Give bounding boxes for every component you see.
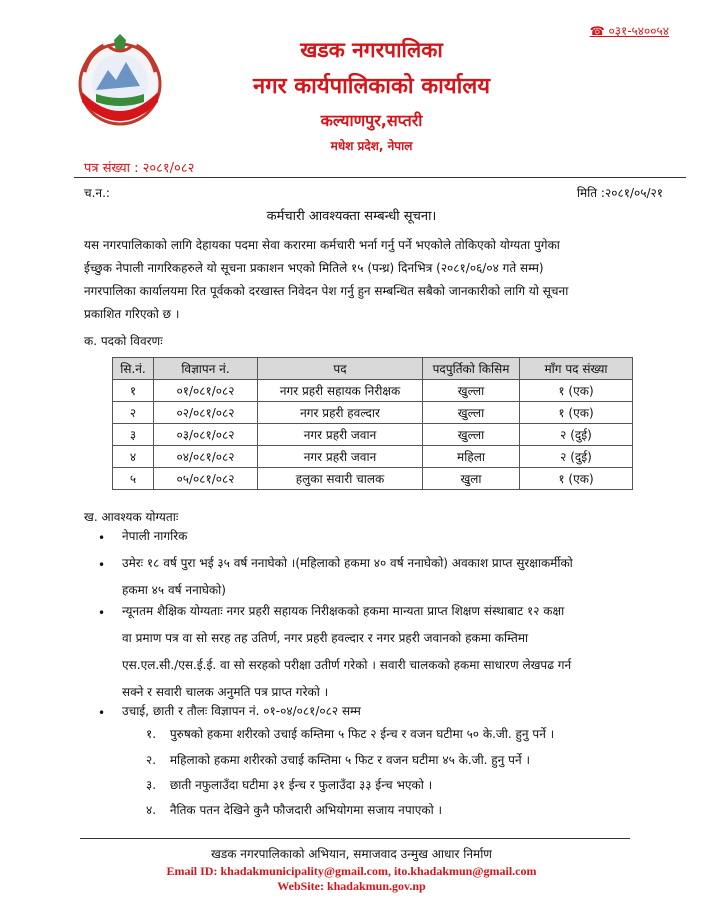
table-cell: २ (दुई) [520, 424, 633, 446]
phone-number: ☎ ०३१-५४००५४ [589, 24, 669, 38]
sub-item-number: ३. [146, 778, 157, 792]
col-header: सि.नं. [113, 358, 154, 380]
qualification-item [122, 598, 662, 706]
sub-item [146, 801, 442, 818]
table-cell: खुल्ला [423, 402, 520, 424]
office-location: कल्याणपुर,सप्तरी [320, 111, 423, 130]
qualification-line: न्यूनतम शैक्षिक योग्यताः नगर प्रहरी सहायक निरीक्षकको हकमा मान्यता प्राप्त शिक्षण संस्थाबाट १२ कक्षा [122, 604, 565, 618]
footer-website[interactable]: WebSite: khadakmun.gov.np [277, 879, 426, 893]
table-cell: १ [113, 380, 154, 402]
sub-item-number: २. [146, 753, 157, 767]
table-cell: नगर प्रहरी हवल्दार [258, 402, 423, 424]
office-name: नगर कार्यपालिकाको कार्यालय [253, 74, 490, 99]
paragraph-line: यस नगरपालिकाको लागि देहायका पदमा सेवा करारमा कर्मचारी भर्ना गर्नु पर्ने भएकोले तोकिएको योग्यता पुगेका [84, 238, 560, 252]
dispatch-number: च.न.: [84, 186, 110, 200]
sub-item-number: ४. [146, 803, 157, 817]
paragraph-line: नगरपालिका कार्यालयमा रित पूर्वककाे दरखास्त निवेदन पेश गर्नु हुन सम्बन्धित सबैको जानकारीको लागि यो सूचना [84, 284, 569, 298]
bullet-icon: • [98, 606, 106, 620]
footer-email[interactable]: Email ID: khadakmunicipality@gmail.com, ito.khadakmun@gmail.com [166, 864, 537, 878]
notice-paragraph [84, 234, 666, 326]
qualification-line: उचाई, छाती र तौलः विज्ञापन नं. ०१-०४/०८१/०८२ सम्म [122, 704, 361, 718]
table-header-row [113, 358, 633, 380]
table-row [113, 446, 633, 468]
sub-item-text: पुरुषको हकमा शरीरको उचाई कम्तिमा ५ फिट २ ईन्च र वजन घटीमा ५० के.जी. हुनु पर्ने । [169, 727, 555, 741]
section-b-heading: ख. आवश्यक योग्यताः [84, 510, 179, 524]
table-cell: २ (दुई) [520, 446, 633, 468]
table-cell: ५ [113, 468, 154, 490]
qualification-line: सक्ने र सवारी चालक अनुमति पत्र प्राप्त गरेको । [122, 685, 329, 699]
table-cell: महिला [423, 446, 520, 468]
table-cell: १ (एक) [520, 402, 633, 424]
table-cell: नगर प्रहरी जवान [258, 446, 423, 468]
table-row [113, 402, 633, 424]
notice-date: मिति :२०८१/०५/२१ [576, 186, 663, 200]
col-header: विज्ञापन नं. [154, 358, 258, 380]
qualification-item [122, 550, 662, 604]
table-cell: नगर प्रहरी सहायक निरीक्षक [258, 380, 423, 402]
qualification-line: उमेरः १८ वर्ष पुरा भई ३५ वर्ष ननाघेको ।(महिलाको हकमा ४० वर्ष ननाघेको) अवकाश प्राप्त सुरक्षाकर्मीको [122, 556, 573, 570]
notice-subject: कर्मचारी आवश्यक्ता सम्बन्धी सूचना। [266, 209, 437, 224]
section-a-heading: क. पदको विवरणः [84, 334, 163, 348]
table-cell: ४ [113, 446, 154, 468]
bullet-icon: • [98, 706, 106, 720]
table-cell: ०३/०८१/०८२ [154, 424, 258, 446]
table-cell: ०२/०८१/०८२ [154, 402, 258, 424]
table-cell: १ (एक) [520, 380, 633, 402]
table-cell: ०४/०८१/०८२ [154, 446, 258, 468]
qualification-item [122, 523, 662, 550]
paragraph-line: प्रकाशित गरिएको छ । [84, 307, 180, 321]
qualification-item [122, 698, 662, 725]
table-row [113, 468, 633, 490]
letter-number: पत्र संख्या : २०८१/०८२ [84, 161, 195, 176]
province-label: मधेश प्रदेश, नेपाल [330, 139, 413, 153]
table-cell: ३ [113, 424, 154, 446]
bullet-icon: • [98, 558, 106, 572]
qualification-line: नेपाली नागरिक [122, 529, 188, 543]
table-row [113, 424, 633, 446]
sub-item-text: नैतिक पतन देखिने कुनै फौजदारी अभियोगमा सजाय नपाएको । [169, 803, 443, 817]
table-cell: ०५/०८१/०८२ [154, 468, 258, 490]
table-cell: हलुका सवारी चालक [258, 468, 423, 490]
table-cell: नगर प्रहरी जवान [258, 424, 423, 446]
table-cell: २ [113, 402, 154, 424]
org-name: खडक नगरपालिका [300, 38, 443, 62]
table-cell: ०१/०८१/०८२ [154, 380, 258, 402]
sub-item-number: १. [146, 727, 157, 741]
table-cell: खुल्ला [423, 424, 520, 446]
qualification-line: हकमा ४५ वर्ष ननाघेको) [122, 583, 226, 597]
paragraph-line: ईच्छुक नेपाली नागरिकहरुले यो सूचना प्रकाशन भएको मितिले १५ (पन्ध्र) दिनभित्र (२०८१/०६/०४ गते सम्म) [84, 261, 544, 275]
bullet-icon: • [98, 531, 106, 545]
col-header: पदपुर्तिको किसिम [423, 358, 520, 380]
table-row [113, 380, 633, 402]
table-cell: खुल्ला [423, 380, 520, 402]
sub-item-text: छाती नफुलाउँदा घटीमा ३१ ईन्च र फुलाउँदा ३३ ईन्च भएको । [169, 778, 433, 792]
sub-item [146, 725, 554, 742]
col-header: माँग पद संख्या [520, 358, 633, 380]
qualification-line: एस.एल.सी./एस.ई.ई. वा सो सरहको परीक्षा उतीर्ण गरेको । सवारी चालकको हकमा साधारण लेखपढ गर्न [122, 658, 572, 672]
table-cell: १ (एक) [520, 468, 633, 490]
posts-table [112, 357, 633, 490]
sub-item [146, 776, 432, 793]
sub-item-text: महिलाको हकमा शरीरको उचाई कम्तिमा ५ फिट र वजन घटीमा ४५ के.जी. हुनु पर्ने । [169, 753, 530, 767]
table-cell: खुला [423, 468, 520, 490]
footer-divider [80, 838, 630, 839]
sub-item [146, 751, 530, 768]
col-header: पद [258, 358, 423, 380]
qualification-line: वा प्रमाण पत्र वा सो सरह तह उतिर्ण, नगर प्रहरी हवल्दार र नगर प्रहरी जवानको हकमा कम्तिमा [122, 631, 529, 645]
footer-slogan: खडक नगरपालिकाको अभियान, समाजवाद उन्मुख आधार निर्माण [211, 847, 492, 861]
header-divider [74, 177, 686, 178]
